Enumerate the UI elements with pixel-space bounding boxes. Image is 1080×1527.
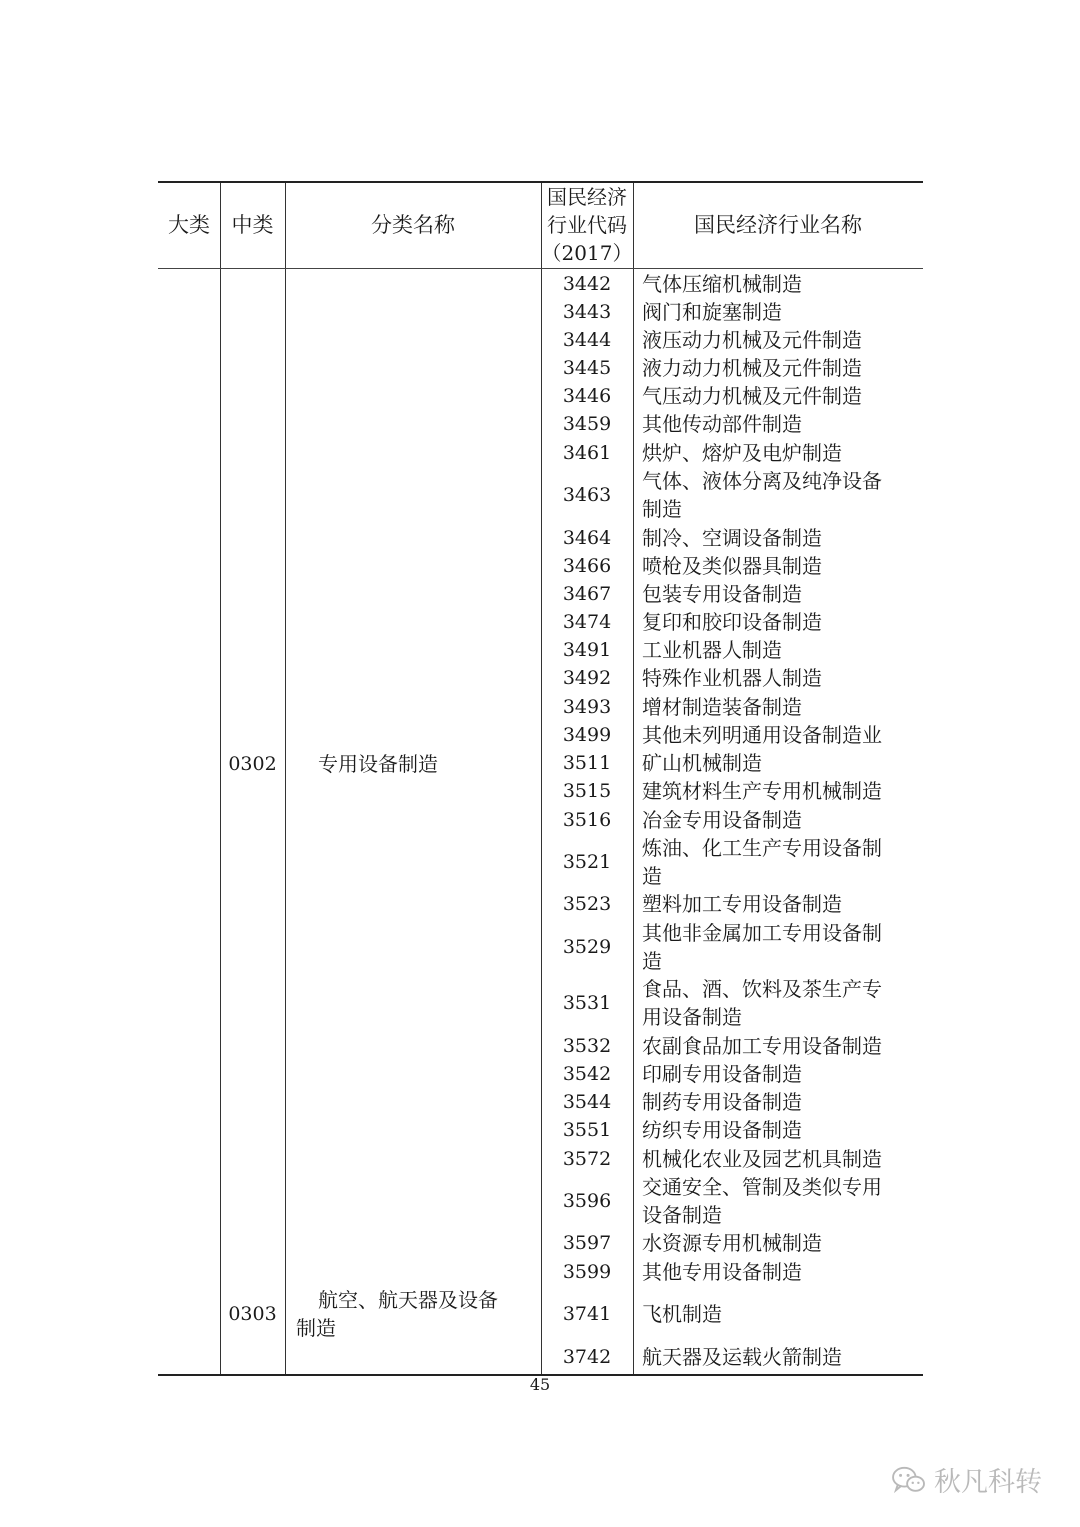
row-name-line2: 造 [642, 864, 662, 888]
row-name: 液力动力机械及元件制造 [642, 356, 862, 380]
row-name: 冶金专用设备制造 [642, 808, 802, 832]
row-code: 3464 [562, 527, 612, 549]
row-name: 纺织专用设备制造 [642, 1118, 802, 1142]
row-name: 机械化农业及园艺机具制造 [642, 1147, 882, 1171]
row-name: 水资源专用机械制造 [642, 1231, 822, 1255]
row-code: 3445 [562, 357, 612, 379]
row-code: 3474 [562, 611, 612, 633]
row-code: 3463 [562, 484, 612, 506]
row-name: 建筑材料生产专用机械制造 [642, 779, 882, 803]
row-code: 3551 [562, 1119, 612, 1141]
row-name [642, 975, 912, 1031]
row-name: 矿山机械制造 [642, 751, 762, 775]
row-code: 3741 [562, 1303, 612, 1325]
row-name-line1: 食品、酒、饮料及茶生产专 [642, 977, 882, 1001]
group-name [296, 1286, 498, 1342]
row-code: 3446 [562, 385, 612, 407]
row-name [642, 919, 912, 975]
row-code: 3742 [562, 1346, 612, 1368]
row-code: 3444 [562, 329, 612, 351]
header-middle: 中类 [231, 213, 274, 237]
row-name: 复印和胶印设备制造 [642, 610, 822, 634]
row-name: 制冷、空调设备制造 [642, 526, 822, 550]
row-name: 特殊作业机器人制造 [642, 666, 822, 690]
row-code: 3515 [562, 780, 612, 802]
row-name: 其他传动部件制造 [642, 412, 802, 436]
row-name: 气体压缩机械制造 [642, 272, 802, 296]
row-name-line2: 用设备制造 [642, 1005, 742, 1029]
row-name-line2: 制造 [642, 497, 682, 521]
row-code: 3461 [562, 442, 612, 464]
row-code: 3523 [562, 893, 612, 915]
row-name: 增材制造装备制造 [642, 695, 802, 719]
header-code [541, 183, 633, 267]
row-name: 塑料加工专用设备制造 [642, 892, 842, 916]
column-divider [220, 183, 221, 1374]
industry-classification-table [158, 181, 923, 1376]
row-name: 飞机制造 [642, 1302, 722, 1326]
row-code: 3466 [562, 555, 612, 577]
row-name: 气压动力机械及元件制造 [642, 384, 862, 408]
header-industry-name: 国民经济行业名称 [694, 213, 862, 237]
row-name [642, 467, 912, 523]
row-name [642, 834, 912, 890]
row-code: 3544 [562, 1091, 612, 1113]
row-name-line1: 其他非金属加工专用设备制 [642, 921, 882, 945]
row-code: 3499 [562, 724, 612, 746]
row-code: 3597 [562, 1232, 612, 1254]
row-name-line2: 设备制造 [642, 1203, 722, 1227]
header-rule [158, 268, 923, 269]
row-code: 3542 [562, 1063, 612, 1085]
row-name: 印刷专用设备制造 [642, 1062, 802, 1086]
row-code: 3491 [562, 639, 612, 661]
column-divider [633, 183, 634, 1374]
header-code-line3: （2017） [541, 241, 633, 265]
row-name: 工业机器人制造 [642, 638, 782, 662]
watermark [890, 1460, 1042, 1499]
watermark-text: 秋凡科转 [934, 1467, 1042, 1498]
row-code: 3596 [562, 1190, 612, 1212]
row-name: 喷枪及类似器具制造 [642, 554, 822, 578]
row-code: 3442 [562, 273, 612, 295]
row-name [642, 1173, 912, 1229]
row-code: 3492 [562, 667, 612, 689]
group-name-line2: 制造 [296, 1316, 336, 1340]
row-name: 液压动力机械及元件制造 [642, 328, 862, 352]
row-code: 3443 [562, 301, 612, 323]
row-code: 3511 [562, 752, 612, 774]
row-code: 3572 [562, 1148, 612, 1170]
row-code: 3493 [562, 696, 612, 718]
row-name: 其他未列明通用设备制造业 [642, 723, 882, 747]
row-code: 3599 [562, 1261, 612, 1283]
group-name-line1: 航空、航天器及设备 [318, 1288, 498, 1312]
row-name: 农副食品加工专用设备制造 [642, 1034, 882, 1058]
column-divider [285, 183, 286, 1374]
row-name: 包装专用设备制造 [642, 582, 802, 606]
header-code-line2: 行业代码 [547, 213, 627, 237]
page-number: 45 [529, 1375, 551, 1394]
row-code: 3531 [562, 992, 612, 1014]
row-code: 3459 [562, 413, 612, 435]
row-name-line1: 交通安全、管制及类似专用 [642, 1175, 882, 1199]
header-code-line1: 国民经济 [547, 185, 627, 209]
row-code: 3521 [562, 851, 612, 873]
row-code: 3529 [562, 936, 612, 958]
row-name-line1: 气体、液体分离及纯净设备 [642, 469, 882, 493]
row-name: 其他专用设备制造 [642, 1260, 802, 1284]
row-code: 3516 [562, 809, 612, 831]
header-category-name: 分类名称 [371, 213, 455, 237]
wechat-icon [890, 1465, 928, 1495]
group-name: 专用设备制造 [318, 752, 438, 776]
row-name: 阀门和旋塞制造 [642, 300, 782, 324]
row-code: 3532 [562, 1035, 612, 1057]
header-major: 大类 [168, 213, 210, 237]
group-code: 0303 [228, 1303, 277, 1325]
row-name-line1: 炼油、化工生产专用设备制 [642, 836, 882, 860]
row-code: 3467 [562, 583, 612, 605]
row-name: 航天器及运载火箭制造 [642, 1345, 842, 1369]
row-name: 制药专用设备制造 [642, 1090, 802, 1114]
row-name: 烘炉、熔炉及电炉制造 [642, 441, 842, 465]
row-name-line2: 造 [642, 949, 662, 973]
group-code: 0302 [228, 753, 277, 775]
